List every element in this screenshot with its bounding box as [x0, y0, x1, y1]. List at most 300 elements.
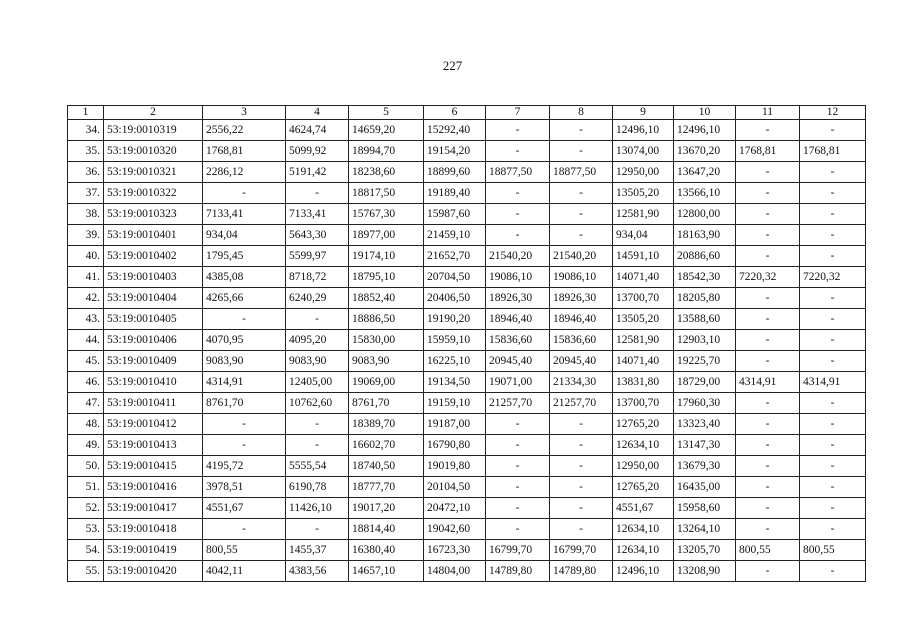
table-cell: 21257,70 [486, 393, 550, 414]
table-cell: 12634,10 [613, 519, 674, 540]
table-cell: 13208,90 [674, 561, 736, 582]
table-cell: 20472,10 [424, 498, 486, 519]
table-cell: - [486, 414, 550, 435]
table-cell: 5555,54 [286, 456, 349, 477]
table-row [68, 351, 866, 372]
table-cell: 800,55 [203, 540, 286, 561]
table-cell: 4042,11 [203, 561, 286, 582]
table-cell: 12800,00 [674, 204, 736, 225]
table-cell: 6240,29 [286, 288, 349, 309]
table-cell: - [286, 414, 349, 435]
table-cell: - [550, 183, 613, 204]
table-cell: 18946,40 [550, 309, 613, 330]
table-cell: 19086,10 [550, 267, 613, 288]
column-header: 11 [736, 106, 800, 120]
table-cell: 4314,91 [203, 372, 286, 393]
table-cell: 10762,60 [286, 393, 349, 414]
table-cell: 53. [68, 519, 104, 540]
table-cell: 43. [68, 309, 104, 330]
table-cell: 18946,40 [486, 309, 550, 330]
table-cell: 12581,90 [613, 204, 674, 225]
table-cell: 13205,70 [674, 540, 736, 561]
table-cell: - [736, 309, 800, 330]
table-cell: 18899,60 [424, 162, 486, 183]
table-cell: 13147,30 [674, 435, 736, 456]
table-cell: 20704,50 [424, 267, 486, 288]
table-cell: 12405,00 [286, 372, 349, 393]
table-cell: 4383,56 [286, 561, 349, 582]
table-cell: 53:19:0010419 [104, 540, 203, 561]
table-row [68, 120, 866, 141]
table-cell: 15767,30 [349, 204, 424, 225]
table-cell: 9083,90 [203, 351, 286, 372]
table-cell: - [736, 351, 800, 372]
table-cell: 37. [68, 183, 104, 204]
table-row [68, 498, 866, 519]
table-cell: 4095,20 [286, 330, 349, 351]
table-cell: 18777,70 [349, 477, 424, 498]
table-cell: 9083,90 [349, 351, 424, 372]
table-cell: 18994,70 [349, 141, 424, 162]
table-cell: 18926,30 [486, 288, 550, 309]
table-cell: 12765,20 [613, 414, 674, 435]
column-header: 2 [104, 106, 203, 120]
table-row [68, 414, 866, 435]
table-cell: 19019,80 [424, 456, 486, 477]
table-cell: 5599,97 [286, 246, 349, 267]
table-cell: - [550, 456, 613, 477]
table-cell: 18238,60 [349, 162, 424, 183]
table-row [68, 204, 866, 225]
table-row [68, 330, 866, 351]
table-cell: 18795,10 [349, 267, 424, 288]
table-cell: 53:19:0010323 [104, 204, 203, 225]
table-cell: 14659,20 [349, 120, 424, 141]
table-cell: 18817,50 [349, 183, 424, 204]
table-cell: 12950,00 [613, 456, 674, 477]
cadastral-value-table [67, 105, 866, 582]
table-cell: 53:19:0010401 [104, 225, 203, 246]
table-row [68, 183, 866, 204]
table-cell: - [550, 414, 613, 435]
table-cell: 5643,30 [286, 225, 349, 246]
table-cell: 1768,81 [800, 141, 866, 162]
table-cell: 20406,50 [424, 288, 486, 309]
table-row [68, 288, 866, 309]
table-row [68, 225, 866, 246]
table-cell: - [736, 477, 800, 498]
table-cell: 14071,40 [613, 267, 674, 288]
table-cell: - [486, 519, 550, 540]
table-cell: - [736, 330, 800, 351]
table-cell: - [550, 519, 613, 540]
table-row [68, 141, 866, 162]
table-cell: 15959,10 [424, 330, 486, 351]
table-row [68, 435, 866, 456]
table-cell: 2286,12 [203, 162, 286, 183]
table-cell: 44. [68, 330, 104, 351]
table-cell: 12903,10 [674, 330, 736, 351]
table-cell: 20945,40 [550, 351, 613, 372]
table-cell: 35. [68, 141, 104, 162]
table-cell: 12496,10 [674, 120, 736, 141]
table-cell: 55. [68, 561, 104, 582]
table-cell: 13566,10 [674, 183, 736, 204]
table-cell: 53:19:0010420 [104, 561, 203, 582]
table-cell: 7133,41 [203, 204, 286, 225]
table-cell: 21652,70 [424, 246, 486, 267]
table-cell: 6190,78 [286, 477, 349, 498]
table-cell: 16225,10 [424, 351, 486, 372]
table-cell: 15292,40 [424, 120, 486, 141]
table-cell: 4070,95 [203, 330, 286, 351]
table-cell: - [800, 498, 866, 519]
column-header: 5 [349, 106, 424, 120]
table-cell: 19189,40 [424, 183, 486, 204]
table-cell: 53:19:0010410 [104, 372, 203, 393]
table-cell: - [736, 246, 800, 267]
table-cell: 13647,20 [674, 162, 736, 183]
table-cell: - [800, 309, 866, 330]
column-header: 1 [68, 106, 104, 120]
table-cell: - [550, 225, 613, 246]
table-row [68, 519, 866, 540]
table-cell: - [203, 414, 286, 435]
table-cell: 800,55 [736, 540, 800, 561]
table-cell: 17960,30 [674, 393, 736, 414]
table-cell: - [736, 498, 800, 519]
table-cell: 1768,81 [736, 141, 800, 162]
table-cell: 53:19:0010402 [104, 246, 203, 267]
table-cell: - [203, 183, 286, 204]
table-cell: - [286, 183, 349, 204]
table-cell: - [550, 435, 613, 456]
table-cell: - [800, 561, 866, 582]
table-cell: 19187,00 [424, 414, 486, 435]
table-cell: 18877,50 [486, 162, 550, 183]
table-cell: 800,55 [800, 540, 866, 561]
table-cell: 13588,60 [674, 309, 736, 330]
table-cell: 53:19:0010411 [104, 393, 203, 414]
table-cell: 39. [68, 225, 104, 246]
column-header: 10 [674, 106, 736, 120]
column-header: 3 [203, 106, 286, 120]
table-cell: 18542,30 [674, 267, 736, 288]
table-cell: 45. [68, 351, 104, 372]
table-cell: 7220,32 [736, 267, 800, 288]
table-cell: 18729,00 [674, 372, 736, 393]
column-header: 9 [613, 106, 674, 120]
table-cell: 3978,51 [203, 477, 286, 498]
table-cell: 13679,30 [674, 456, 736, 477]
table-cell: 53:19:0010418 [104, 519, 203, 540]
table-cell: 18163,90 [674, 225, 736, 246]
table-cell: 8718,72 [286, 267, 349, 288]
table-cell: - [203, 435, 286, 456]
table-cell: 16799,70 [550, 540, 613, 561]
table-cell: 53:19:0010406 [104, 330, 203, 351]
table-cell: 13264,10 [674, 519, 736, 540]
table-cell: 5191,42 [286, 162, 349, 183]
table-cell: 53:19:0010409 [104, 351, 203, 372]
table-cell: 14657,10 [349, 561, 424, 582]
table-cell: 34. [68, 120, 104, 141]
table-cell: - [800, 225, 866, 246]
table-cell: 16435,00 [674, 477, 736, 498]
table-cell: - [203, 309, 286, 330]
table-cell: 15958,60 [674, 498, 736, 519]
table-cell: 52. [68, 498, 104, 519]
table-cell: 19225,70 [674, 351, 736, 372]
table-cell: 9083,90 [286, 351, 349, 372]
table-cell: - [486, 225, 550, 246]
table-cell: - [800, 393, 866, 414]
table-cell: 53:19:0010415 [104, 456, 203, 477]
table-cell: 4624,74 [286, 120, 349, 141]
table-cell: - [203, 519, 286, 540]
table-cell: - [736, 225, 800, 246]
table-cell: 18886,50 [349, 309, 424, 330]
table-cell: 15836,60 [486, 330, 550, 351]
table-cell: 4314,91 [736, 372, 800, 393]
table-cell: 46. [68, 372, 104, 393]
table-cell: - [286, 309, 349, 330]
table-cell: 4385,08 [203, 267, 286, 288]
table-cell: - [550, 498, 613, 519]
table-cell: 53:19:0010417 [104, 498, 203, 519]
table-cell: - [486, 435, 550, 456]
table-cell: 38. [68, 204, 104, 225]
table-cell: 12950,00 [613, 162, 674, 183]
table-cell: 53:19:0010320 [104, 141, 203, 162]
table-cell: - [486, 120, 550, 141]
table-cell: 13700,70 [613, 393, 674, 414]
table-cell: 16723,30 [424, 540, 486, 561]
table-cell: 15836,60 [550, 330, 613, 351]
table-cell: 48. [68, 414, 104, 435]
table-cell: 14789,80 [550, 561, 613, 582]
table-row [68, 246, 866, 267]
table-row [68, 477, 866, 498]
table-cell: 19154,20 [424, 141, 486, 162]
table-cell: 51. [68, 477, 104, 498]
table-cell: 18926,30 [550, 288, 613, 309]
table-cell: - [486, 477, 550, 498]
table-cell: - [736, 435, 800, 456]
table-cell: - [800, 456, 866, 477]
table-cell: - [800, 414, 866, 435]
table-cell: 18877,50 [550, 162, 613, 183]
table-cell: 36. [68, 162, 104, 183]
table-cell: - [736, 183, 800, 204]
column-header: 8 [550, 106, 613, 120]
table-cell: 53:19:0010403 [104, 267, 203, 288]
table-cell: 5099,92 [286, 141, 349, 162]
table-cell: 16799,70 [486, 540, 550, 561]
table-header-row [68, 106, 866, 120]
column-header: 12 [800, 106, 866, 120]
table-cell: 14804,00 [424, 561, 486, 582]
table-cell: - [736, 393, 800, 414]
table-cell: 18389,70 [349, 414, 424, 435]
table-cell: 18977,00 [349, 225, 424, 246]
table-cell: - [800, 120, 866, 141]
table-cell: - [800, 162, 866, 183]
table-cell: 14789,80 [486, 561, 550, 582]
table-cell: 21257,70 [550, 393, 613, 414]
table-cell: 8761,70 [203, 393, 286, 414]
table-cell: - [800, 246, 866, 267]
table-cell: 54. [68, 540, 104, 561]
table-cell: 53:19:0010319 [104, 120, 203, 141]
table-cell: 1455,37 [286, 540, 349, 561]
table-cell: 13831,80 [613, 372, 674, 393]
table-cell: 20886,60 [674, 246, 736, 267]
table-cell: - [486, 141, 550, 162]
table-row [68, 372, 866, 393]
table-cell: 13074,00 [613, 141, 674, 162]
table-cell: 18740,50 [349, 456, 424, 477]
table-cell: - [800, 183, 866, 204]
table-cell: 18852,40 [349, 288, 424, 309]
table-cell: 8761,70 [349, 393, 424, 414]
table-row [68, 267, 866, 288]
table-cell: 14591,10 [613, 246, 674, 267]
table-cell: 2556,22 [203, 120, 286, 141]
table-row [68, 162, 866, 183]
table-cell: - [486, 498, 550, 519]
table-cell: - [736, 288, 800, 309]
table-cell: 12496,10 [613, 561, 674, 582]
table-cell: 12765,20 [613, 477, 674, 498]
table-cell: 19159,10 [424, 393, 486, 414]
table-body [68, 120, 866, 582]
table-cell: 13700,70 [613, 288, 674, 309]
table-cell: 12581,90 [613, 330, 674, 351]
table-cell: 53:19:0010416 [104, 477, 203, 498]
table-cell: 21334,30 [550, 372, 613, 393]
table-cell: 13323,40 [674, 414, 736, 435]
table-cell: 53:19:0010321 [104, 162, 203, 183]
table-cell: 41. [68, 267, 104, 288]
table-cell: 1795,45 [203, 246, 286, 267]
table-cell: 53:19:0010405 [104, 309, 203, 330]
page-number: 227 [442, 58, 463, 73]
table-cell: - [800, 351, 866, 372]
table-cell: 16602,70 [349, 435, 424, 456]
table-row [68, 540, 866, 561]
table-cell: 47. [68, 393, 104, 414]
table-cell: - [800, 288, 866, 309]
table-cell: 7133,41 [286, 204, 349, 225]
table-cell: 4265,66 [203, 288, 286, 309]
table-cell: 934,04 [203, 225, 286, 246]
table-cell: - [736, 561, 800, 582]
table-row [68, 561, 866, 582]
table-cell: 19071,00 [486, 372, 550, 393]
table-cell: 19174,10 [349, 246, 424, 267]
table-cell: 13505,20 [613, 309, 674, 330]
table-cell: 4195,72 [203, 456, 286, 477]
table-cell: 1768,81 [203, 141, 286, 162]
table-cell: - [736, 204, 800, 225]
table-cell: 19190,20 [424, 309, 486, 330]
table-cell: 12634,10 [613, 540, 674, 561]
table-cell: - [286, 435, 349, 456]
table-cell: 49. [68, 435, 104, 456]
table-cell: 4551,67 [203, 498, 286, 519]
table-cell: 19017,20 [349, 498, 424, 519]
table-cell: - [736, 456, 800, 477]
table-cell: - [550, 120, 613, 141]
table-cell: - [800, 204, 866, 225]
table-cell: 18205,80 [674, 288, 736, 309]
table-cell: 53:19:0010412 [104, 414, 203, 435]
table-cell: - [800, 519, 866, 540]
table-row [68, 456, 866, 477]
table-cell: 20945,40 [486, 351, 550, 372]
table-cell: 14071,40 [613, 351, 674, 372]
table-cell: - [736, 120, 800, 141]
table-cell: 7220,32 [800, 267, 866, 288]
table-cell: 12496,10 [613, 120, 674, 141]
table-cell: - [550, 141, 613, 162]
table-row [68, 309, 866, 330]
table-cell: - [550, 204, 613, 225]
table-cell: 53:19:0010413 [104, 435, 203, 456]
column-header: 4 [286, 106, 349, 120]
table-cell: 20104,50 [424, 477, 486, 498]
table-row [68, 393, 866, 414]
table-cell: 4551,67 [613, 498, 674, 519]
table-cell: 19086,10 [486, 267, 550, 288]
table-cell: 21540,20 [550, 246, 613, 267]
table-cell: 42. [68, 288, 104, 309]
table-cell: 15987,60 [424, 204, 486, 225]
table-cell: 50. [68, 456, 104, 477]
table-cell: 13505,20 [613, 183, 674, 204]
table-cell: - [800, 477, 866, 498]
table-cell: 19134,50 [424, 372, 486, 393]
table-cell: - [550, 477, 613, 498]
column-header: 6 [424, 106, 486, 120]
table-cell: 19069,00 [349, 372, 424, 393]
table-cell: 11426,10 [286, 498, 349, 519]
table-cell: 21540,20 [486, 246, 550, 267]
table-cell: - [486, 204, 550, 225]
table-cell: 21459,10 [424, 225, 486, 246]
table-cell: - [800, 330, 866, 351]
table-cell: 40. [68, 246, 104, 267]
table-cell: 934,04 [613, 225, 674, 246]
table-cell: - [286, 519, 349, 540]
table-cell: 12634,10 [613, 435, 674, 456]
table-cell: - [736, 519, 800, 540]
table-cell: 15830,00 [349, 330, 424, 351]
table-cell: - [736, 414, 800, 435]
column-header: 7 [486, 106, 550, 120]
table-cell: - [800, 435, 866, 456]
table-cell: - [486, 183, 550, 204]
table-cell: 16380,40 [349, 540, 424, 561]
table-cell: - [486, 456, 550, 477]
table-cell: 19042,60 [424, 519, 486, 540]
table-cell: 53:19:0010404 [104, 288, 203, 309]
table-cell: 18814,40 [349, 519, 424, 540]
table-cell: - [736, 162, 800, 183]
table-cell: 13670,20 [674, 141, 736, 162]
table-cell: 4314,91 [800, 372, 866, 393]
